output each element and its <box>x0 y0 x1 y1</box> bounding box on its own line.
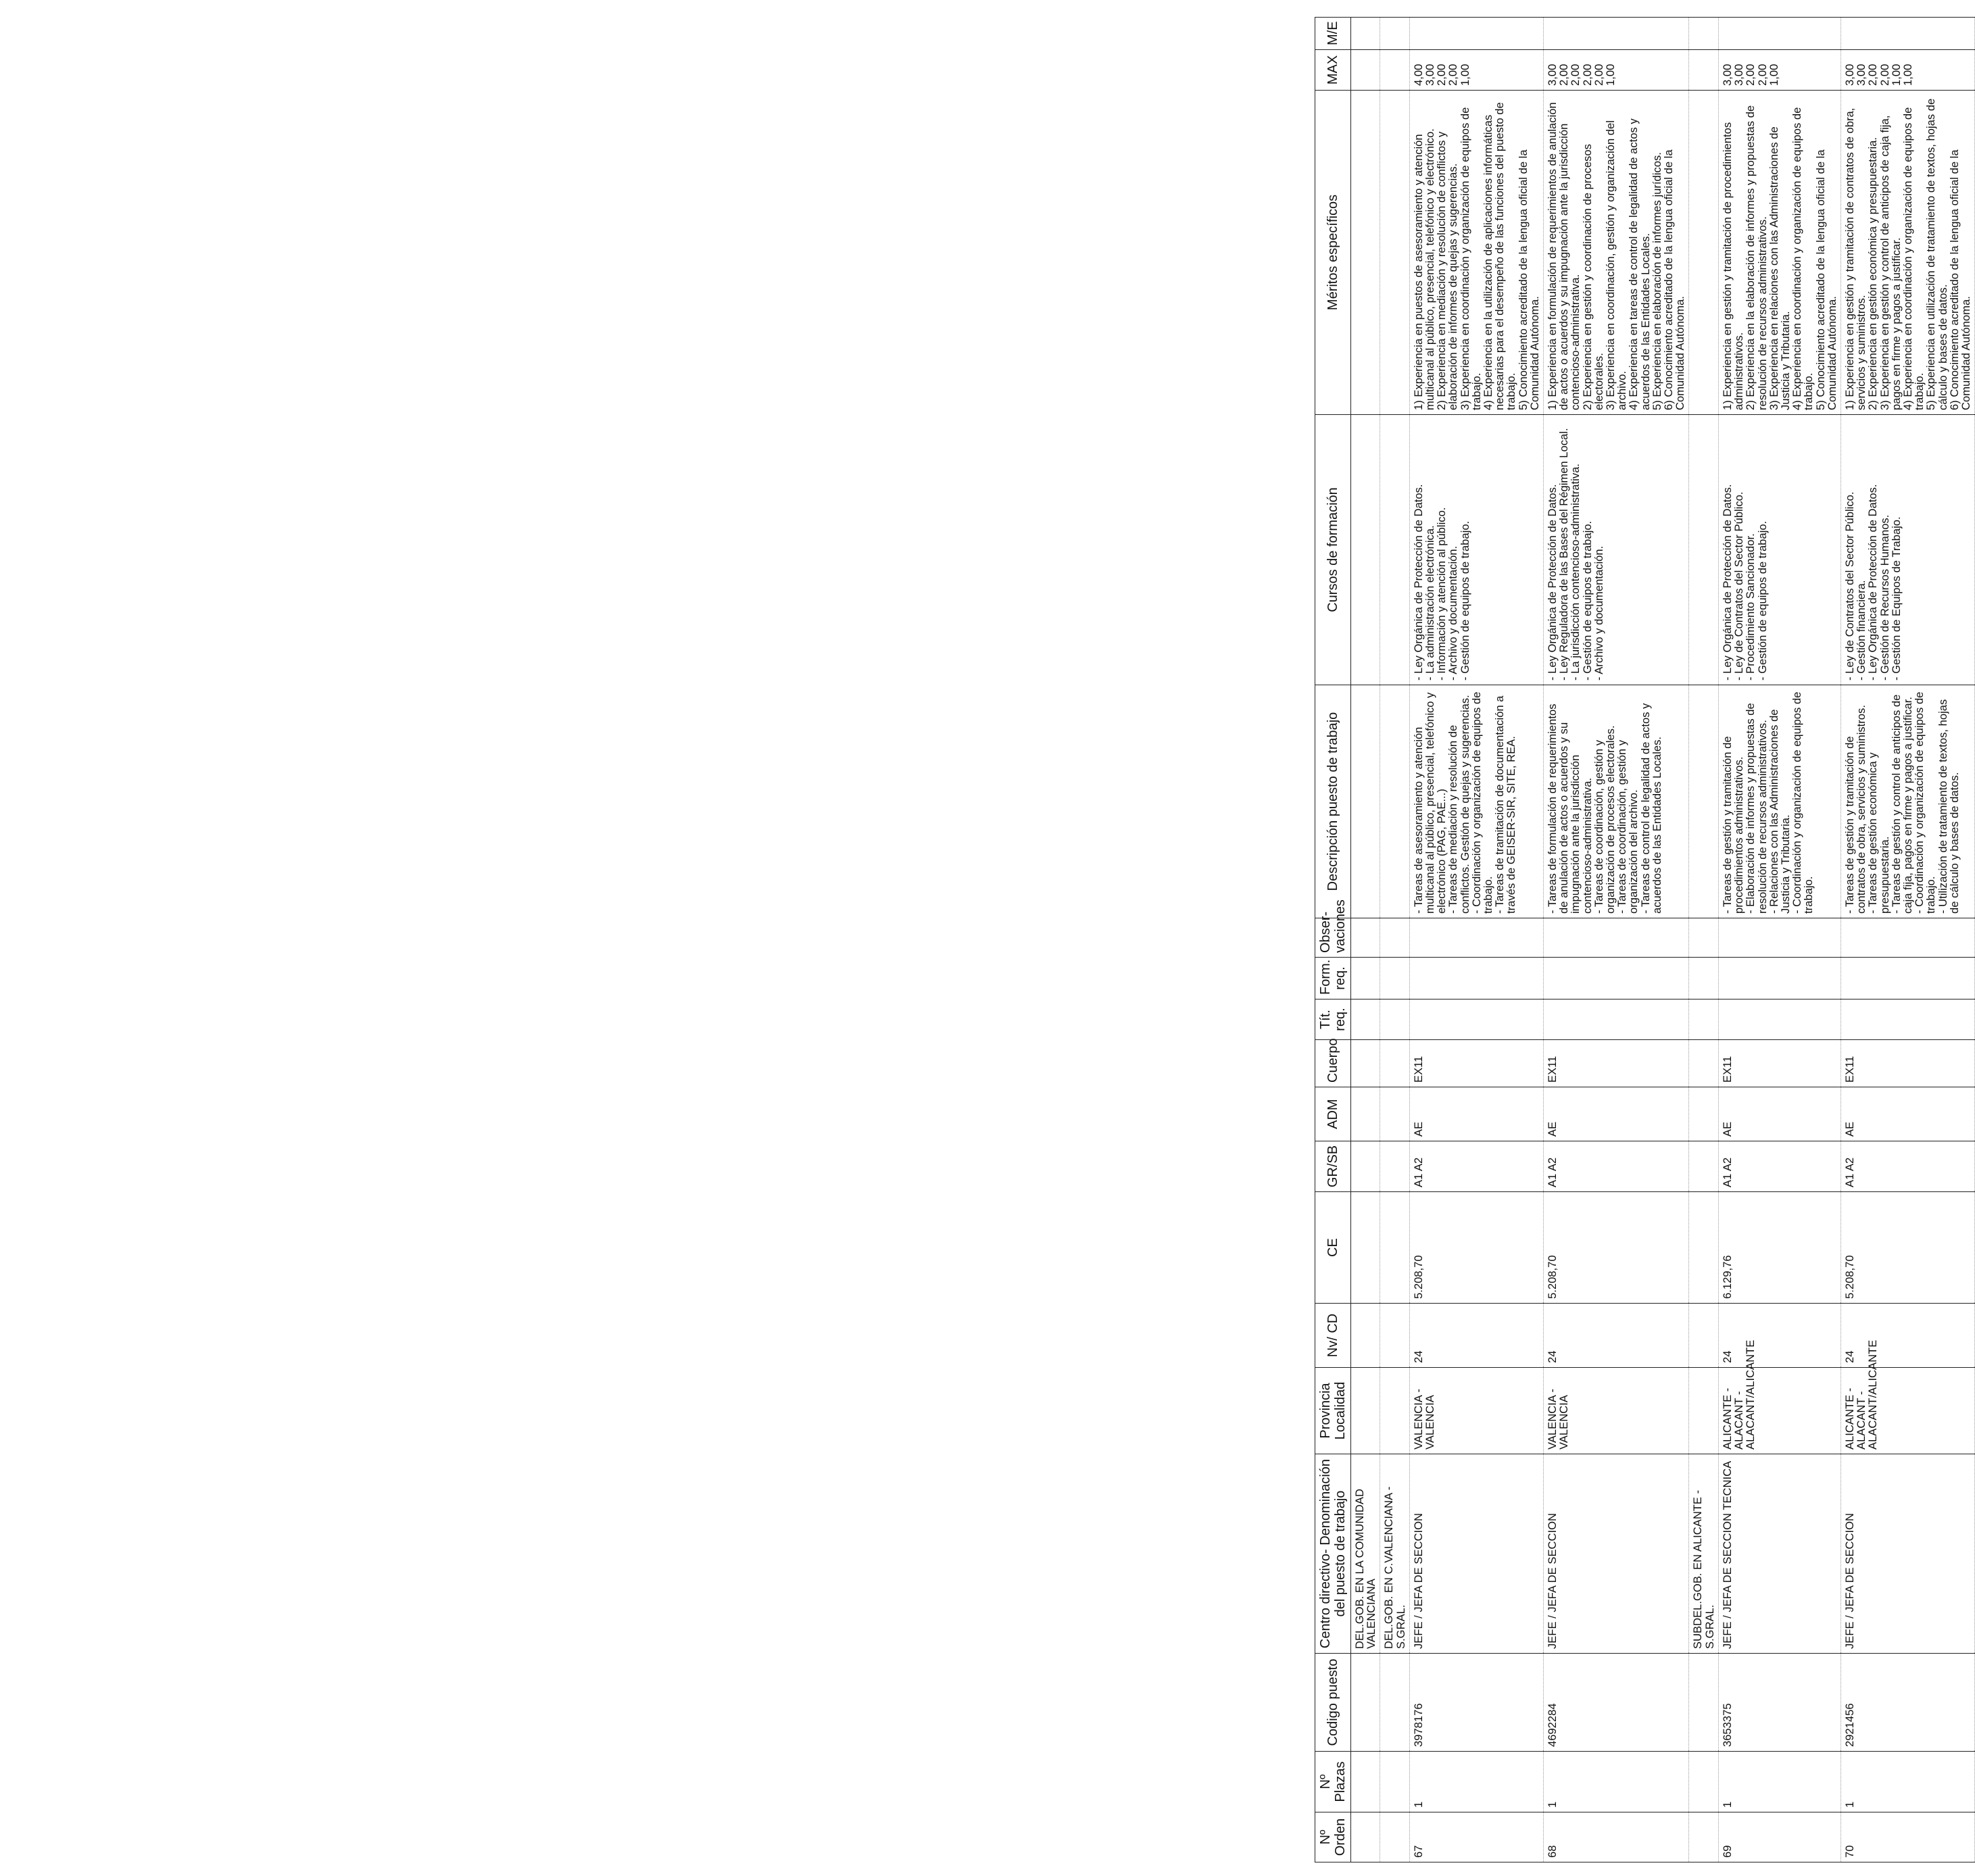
merito-item: 3) Experiencia en relaciones con las Administraciones de Justicia y Tributaria. <box>1767 123 1792 410</box>
cell-adm: AE <box>1409 1087 1543 1141</box>
empty-cell <box>1351 1304 1380 1368</box>
header-tit: Tít. req. <box>1315 999 1351 1040</box>
cell-grsb: A1 A2 <box>1409 1141 1543 1192</box>
max-value: 2,00 <box>1569 64 1582 86</box>
empty-cell <box>1689 1304 1718 1368</box>
max-value: 2,00 <box>1446 64 1460 86</box>
merito-item: 1) Experiencia en puestos de asesoramiento y atención multicanal al público, presencial, telefónico y electrónico. <box>1411 128 1437 410</box>
merito-item: 2) Experiencia en mediación y resolución de conflictos y elaboración de informes de quejas y sugerencias. <box>1435 128 1460 410</box>
empty-cell <box>1689 18 1718 50</box>
empty-cell <box>1380 1752 1409 1812</box>
cell-orden: 68 <box>1544 1812 1689 1862</box>
cell-cursos: - Ley Orgánica de Protección de Datos. - Ley Reguladora de las Bases del Régimen Local. - La jurisdicción contencioso-administrativa. - Gestión de equipos de trabajo. - Archivo y documentación. <box>1544 415 1689 685</box>
empty-cell <box>1351 918 1380 958</box>
empty-cell <box>1689 918 1718 958</box>
cell-localidad: ALICANTE - ALACANT - ALACANT/ALICANTE <box>1840 1368 1974 1454</box>
cell-descripcion: - Tareas de gestión y tramitación de contratos de obra, servicios y suministros. - Tareas de gestión económica y presupuestaria. - Tareas de gestión y control de anticipos de caja fija, pagos en firme y pagos a justificar. - Coordinación y organización de equipos de trabajo. - Utilización de tratamiento de textos, hojas de cálculo y bases de datos. <box>1840 685 1974 918</box>
cell-nivel: 24 <box>1840 1304 1974 1368</box>
empty-cell <box>1351 91 1380 415</box>
empty-cell <box>1380 415 1409 685</box>
cell-grsb: A1 A2 <box>1544 1141 1689 1192</box>
merito-item: 1) Experiencia en formulación de requerimientos de anulación de actos o acuerdos y su impugnación ante la jurisdicción contencioso-administrativa. <box>1546 99 1582 410</box>
cell-ce: 5.208,70 <box>1544 1192 1689 1304</box>
empty-cell <box>1351 1812 1380 1862</box>
empty-cell <box>1380 1087 1409 1141</box>
cell-plazas: 1 <box>1409 1752 1543 1812</box>
cell-me <box>1840 18 1974 50</box>
empty-cell <box>1351 958 1380 999</box>
header-grsb: GR/SB <box>1315 1141 1351 1192</box>
cell-cursos: - Ley de Contratos del Sector Público. - Gestión financiera. - Ley Orgánica de Protección de Datos. - Gestión de Recursos Humanos. - Gestión de Equipos de Trabajo. <box>1840 415 1974 685</box>
cell-me <box>1544 18 1689 50</box>
group-row-delegacion <box>1351 18 1380 1862</box>
max-value: 2,00 <box>1557 64 1571 86</box>
header-centro: Centro directivo- Denominación del puesto de trabajo <box>1315 1454 1351 1654</box>
empty-cell <box>1380 91 1409 415</box>
cell-orden: 70 <box>1840 1812 1974 1862</box>
cell-meritos <box>1544 91 1689 415</box>
cell-cuerpo: EX11 <box>1718 1040 1840 1087</box>
empty-cell <box>1380 1304 1409 1368</box>
cell-descripcion: - Tareas de asesoramiento y atención multicanal al público, presencial, telefónico y electrónico (PAG, PAE...) - Tareas de mediación y resolución de conflictos. Gestión de quejas y sugerencias. - Coordinación y organización de equipos de trabajo. - Tareas de tramitación de documentación a través de GEISER-SIR, SITE, REA. <box>1409 685 1543 918</box>
cell-max <box>1409 50 1543 91</box>
max-value: 2,00 <box>1866 64 1880 86</box>
vacancy-table <box>1315 17 1975 1862</box>
cell-orden: 67 <box>1409 1812 1543 1862</box>
cell-adm: AE <box>1840 1087 1974 1141</box>
cell-denominacion: JEFE / JEFA DE SECCION <box>1409 1454 1543 1654</box>
cell-denominacion: JEFE / JEFA DE SECCION TECNICA <box>1718 1454 1840 1654</box>
header-cuerpo: Cuerpo <box>1315 1040 1351 1087</box>
cell-meritos <box>1718 91 1840 415</box>
header-cursos: Cursos de formación <box>1315 415 1351 685</box>
cell-obs <box>1718 918 1840 958</box>
max-value: 1,00 <box>1767 64 1780 86</box>
empty-cell <box>1689 1141 1718 1192</box>
merito-item: 5) Experiencia en elaboración de informes jurídicos. <box>1650 152 1663 410</box>
cell-max <box>1544 50 1689 91</box>
cell-max <box>1840 50 1974 91</box>
empty-cell <box>1689 1087 1718 1141</box>
header-obs: Obser- vaciones <box>1315 918 1351 958</box>
cell-nivel: 24 <box>1718 1304 1840 1368</box>
cell-localidad: VALENCIA - VALENCIA <box>1409 1368 1543 1454</box>
cell-cursos: - Ley Orgánica de Protección de Datos. - Ley de Contratos del Sector Público. - Procedimiento Sancionador. - Gestión de equipos de trabajo. <box>1718 415 1840 685</box>
merito-item: 6) Conocimiento acreditado de la lengua oficial de la Comunidad Autónoma. <box>1662 146 1687 410</box>
merito-item: 2) Experiencia en la elaboración de informes y propuestas de resolución de recursos administrativos. <box>1744 102 1769 410</box>
merito-item: 5) Conocimiento acreditado de la lengua oficial de la Comunidad Autónoma. <box>1813 146 1838 410</box>
cell-obs <box>1840 918 1974 958</box>
cell-me <box>1409 18 1543 50</box>
group-row-subdelegacion <box>1689 18 1718 1862</box>
cell-grsb: A1 A2 <box>1840 1141 1974 1192</box>
table-row <box>1544 18 1689 1862</box>
cell-tit <box>1409 999 1543 1040</box>
empty-cell <box>1351 1087 1380 1141</box>
header-plazas: Nº Plazas <box>1315 1752 1351 1812</box>
max-value: 1,00 <box>1458 64 1471 86</box>
cell-nivel: 24 <box>1544 1304 1689 1368</box>
cell-cursos: - Ley Orgánica de Protección de Datos. - La administración electrónica. - Información y atención al público. - Archivo y documentación. - Gestión de equipos de trabajo. <box>1409 415 1543 685</box>
empty-cell <box>1351 415 1380 685</box>
max-value: 3,00 <box>1423 64 1437 86</box>
table-body <box>1351 18 1975 1862</box>
empty-cell <box>1380 685 1409 918</box>
empty-cell <box>1689 1752 1718 1812</box>
empty-cell <box>1351 1192 1380 1304</box>
empty-cell <box>1380 50 1409 91</box>
empty-cell <box>1689 1040 1718 1087</box>
header-provincia: Provincia Localidad <box>1315 1368 1351 1454</box>
empty-cell <box>1689 999 1718 1040</box>
empty-cell <box>1380 1141 1409 1192</box>
cell-cuerpo: EX11 <box>1544 1040 1689 1087</box>
max-value: 1,00 <box>1901 64 1914 86</box>
empty-cell <box>1351 685 1380 918</box>
table-row <box>1840 18 1974 1862</box>
empty-cell <box>1351 18 1380 50</box>
empty-cell <box>1689 1812 1718 1862</box>
empty-cell <box>1689 50 1718 91</box>
merito-item: 6) Conocimiento acreditado de la lengua oficial de la Comunidad Autónoma. <box>1947 146 1972 410</box>
max-value: 2,00 <box>1435 64 1448 86</box>
cell-denominacion: JEFE / JEFA DE SECCION <box>1544 1454 1689 1654</box>
empty-cell <box>1380 18 1409 50</box>
empty-cell <box>1380 999 1409 1040</box>
max-value: 2,00 <box>1755 64 1769 86</box>
cell-form <box>1718 958 1840 999</box>
max-value: 3,00 <box>1843 64 1856 86</box>
max-value: 4,00 <box>1411 64 1425 86</box>
cell-codigo: 3978176 <box>1409 1654 1543 1752</box>
header-nivel: Nv/ CD <box>1315 1304 1351 1368</box>
empty-cell <box>1689 1654 1718 1752</box>
cell-tit <box>1718 999 1840 1040</box>
empty-cell <box>1380 1040 1409 1087</box>
header-codigo: Codigo puesto <box>1315 1654 1351 1752</box>
cell-meritos <box>1840 91 1974 415</box>
cell-codigo: 2921456 <box>1840 1654 1974 1752</box>
empty-cell <box>1380 958 1409 999</box>
cell-denominacion: JEFE / JEFA DE SECCION <box>1840 1454 1974 1654</box>
max-value: 3,00 <box>1546 64 1559 86</box>
merito-item: 1) Experiencia en gestión y tramitación de procedimientos administrativos. <box>1720 119 1746 410</box>
merito-item: 2) Experiencia en gestión económica y presupuestaria. <box>1866 137 1880 410</box>
cell-nivel: 24 <box>1409 1304 1543 1368</box>
merito-item: 1) Experiencia en gestión y tramitación de contratos de obra, servicios y suministros. <box>1843 105 1868 410</box>
empty-cell <box>1689 91 1718 415</box>
empty-cell <box>1689 958 1718 999</box>
empty-cell <box>1351 50 1380 91</box>
empty-cell <box>1689 1368 1718 1454</box>
cell-localidad: ALICANTE - ALACANT - ALACANT/ALICANTE <box>1718 1368 1840 1454</box>
empty-cell <box>1380 1368 1409 1454</box>
header-max: MAX <box>1315 50 1351 91</box>
merito-item: 3) Experiencia en coordinación, gestión y organización del archivo. <box>1604 117 1629 410</box>
cell-cuerpo: EX11 <box>1409 1040 1543 1087</box>
max-value: 2,00 <box>1878 64 1891 86</box>
header-form: Form. req. <box>1315 958 1351 999</box>
cell-form <box>1840 958 1974 999</box>
empty-cell <box>1380 1654 1409 1752</box>
cell-form <box>1544 958 1689 999</box>
cell-adm: AE <box>1544 1087 1689 1141</box>
cell-plazas: 1 <box>1840 1752 1974 1812</box>
header-meritos: Méritos específicos <box>1315 91 1351 415</box>
cell-codigo: 4692284 <box>1544 1654 1689 1752</box>
max-value: 2,00 <box>1744 64 1757 86</box>
max-value: 2,00 <box>1580 64 1594 86</box>
cell-plazas: 1 <box>1544 1752 1689 1812</box>
cell-descripcion: - Tareas de formulación de requerimientos de anulación de actos o acuerdos y su impugnación ante la jurisdicción contencioso-administrativa. - Tareas de coordinación, gestión y organización de procesos electorales. - Tareas de coordinación, gestión y organización del archivo. - Tareas de control de legalidad de actos y acuerdos de las Entidades Locales. <box>1544 685 1689 918</box>
empty-cell <box>1351 1752 1380 1812</box>
cell-meritos <box>1409 91 1543 415</box>
empty-cell <box>1380 1812 1409 1862</box>
merito-item: 4) Experiencia en tareas de control de legalidad de actos y acuerdos de las Entidades Locales. <box>1627 115 1652 410</box>
cell-descripcion: - Tareas de gestión y tramitación de procedimientos administrativos. - Elaboración de informes y propuestas de resolución de recursos administrativos. - Relaciones con las Administraciones de Justicia y Tributaria. - Coordinación y organización de equipos de trabajo. <box>1718 685 1840 918</box>
empty-cell <box>1351 1040 1380 1087</box>
cell-ce: 5.208,70 <box>1840 1192 1974 1304</box>
merito-item: 3) Experiencia en gestión y control de anticipos de caja fija, pagos en firme y pagos a justificar. <box>1878 112 1903 410</box>
group-row-secretaria <box>1380 18 1409 1862</box>
header-adm: ADM <box>1315 1087 1351 1141</box>
merito-item: 4) Experiencia en coordinación y organización de equipos de trabajo. <box>1901 104 1926 410</box>
max-value: 2,00 <box>1592 64 1605 86</box>
empty-cell <box>1351 999 1380 1040</box>
cell-max <box>1718 50 1840 91</box>
max-value: 3,00 <box>1720 64 1734 86</box>
cell-localidad: VALENCIA - VALENCIA <box>1544 1368 1689 1454</box>
merito-item: 2) Experiencia en gestión y coordinación de procesos electorales. <box>1580 141 1605 410</box>
cell-plazas: 1 <box>1718 1752 1840 1812</box>
header-me: M/E <box>1315 18 1351 50</box>
header-descripcion: Descripción puesto de trabajo <box>1315 685 1351 918</box>
empty-cell <box>1351 1654 1380 1752</box>
merito-item: 5) Conocimiento acreditado de la lengua oficial de la Comunidad Autónoma. <box>1516 146 1541 410</box>
group-label: DEL.GOB. EN LA COMUNIDAD VALENCIANA <box>1351 1454 1380 1654</box>
max-value: 1,00 <box>1604 64 1617 86</box>
empty-cell <box>1689 415 1718 685</box>
cell-ce: 5.208,70 <box>1409 1192 1543 1304</box>
group-label: DEL.GOB. EN C.VALENCIANA - S.GRAL. <box>1380 1454 1409 1654</box>
cell-grsb: A1 A2 <box>1718 1141 1840 1192</box>
merito-item: 3) Experiencia en coordinación y organización de equipos de trabajo. <box>1458 104 1483 410</box>
merito-item: 5) Experiencia en utilización de tratamiento de textos, hojas de cálculo y bases de datos. <box>1924 95 1949 410</box>
max-value: 3,00 <box>1732 64 1746 86</box>
empty-cell <box>1380 918 1409 958</box>
cell-codigo: 3653375 <box>1718 1654 1840 1752</box>
cell-me <box>1718 18 1840 50</box>
empty-cell <box>1351 1141 1380 1192</box>
merito-item: 4) Experiencia en coordinación y organización de equipos de trabajo. <box>1790 104 1815 410</box>
empty-cell <box>1380 1192 1409 1304</box>
max-value: 3,00 <box>1855 64 1868 86</box>
cell-tit <box>1840 999 1974 1040</box>
cell-adm: AE <box>1718 1087 1840 1141</box>
header-ce: CE <box>1315 1192 1351 1304</box>
cell-ce: 6.129,76 <box>1718 1192 1840 1304</box>
cell-obs <box>1409 918 1543 958</box>
empty-cell <box>1351 1368 1380 1454</box>
group-label: SUBDEL.GOB. EN ALICANTE - S.GRAL. <box>1689 1454 1718 1654</box>
empty-cell <box>1689 1192 1718 1304</box>
merito-item: 4) Experiencia en la utilización de aplicaciones informáticas necesarias para el desempeño de las funciones del puesto de trabajo. <box>1482 99 1518 410</box>
cell-form <box>1409 958 1543 999</box>
cell-tit <box>1544 999 1689 1040</box>
cell-cuerpo: EX11 <box>1840 1040 1974 1087</box>
table-row <box>1409 18 1543 1862</box>
header-row <box>1315 18 1351 1862</box>
header-orden: Nº Orden <box>1315 1812 1351 1862</box>
cell-obs <box>1544 918 1689 958</box>
empty-cell <box>1689 685 1718 918</box>
max-value: 1,00 <box>1889 64 1903 86</box>
table-row <box>1718 18 1840 1862</box>
cell-orden: 69 <box>1718 1812 1840 1862</box>
